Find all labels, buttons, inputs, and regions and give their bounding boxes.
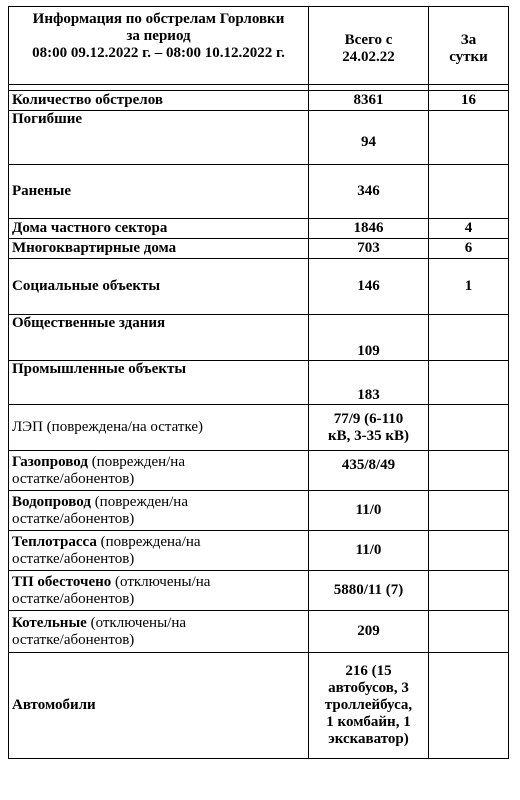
row-day	[429, 315, 509, 361]
table-row	[9, 491, 509, 531]
row-total: 209	[309, 611, 429, 653]
row-label-bold: Газопровод	[12, 453, 88, 470]
row-total-line1: 77/9 (6-110	[333, 410, 404, 427]
table-row	[9, 315, 509, 361]
row-total-line3: троллейбуса,	[324, 697, 413, 713]
table-row	[9, 239, 509, 259]
row-label-rest2: остатке/абонентов)	[12, 510, 135, 527]
row-label: Погибшие	[9, 111, 309, 165]
row-day	[429, 531, 509, 571]
table-row	[9, 653, 509, 759]
row-label-rest1: (отключены/на	[86, 614, 186, 631]
header-title-line2: за период	[126, 28, 191, 44]
row-label-rest1: (повреждена/на	[96, 533, 201, 550]
row-label-rest2: остатке/абонентов)	[12, 550, 135, 567]
row-day	[429, 611, 509, 653]
table-row	[9, 259, 509, 315]
row-label-bold: Теплотрасса	[12, 533, 97, 550]
row-total: 146	[309, 259, 429, 315]
table-row	[9, 611, 509, 653]
row-label	[9, 531, 309, 571]
row-total	[309, 653, 429, 759]
row-day	[429, 451, 509, 491]
row-total: 703	[309, 239, 429, 259]
table-row	[9, 219, 509, 239]
row-label: Общественные здания	[9, 315, 309, 361]
row-label	[9, 451, 309, 491]
table-row	[9, 165, 509, 219]
row-label-rest: (повреждена/на остатке)	[42, 419, 204, 435]
row-total-line2: кВ, 3-35 кВ)	[327, 427, 410, 444]
row-day	[429, 653, 509, 759]
header-title-line1: Информация по обстрелам Горловки	[32, 11, 285, 27]
table-row	[9, 361, 509, 405]
row-total: 346	[309, 165, 429, 219]
row-total: 11/0	[309, 531, 429, 571]
row-total: 109	[309, 315, 429, 361]
row-label: Промышленные объекты	[9, 361, 309, 405]
table-row	[9, 451, 509, 491]
table-row	[9, 571, 509, 611]
row-label-rest1: (поврежден/на	[90, 493, 188, 510]
row-total-line1: 216 (15	[345, 663, 392, 679]
row-label-bold: Водопровод	[12, 493, 91, 510]
table-header-row	[9, 7, 509, 85]
row-day	[429, 491, 509, 531]
row-label-rest2: остатке/абонентов)	[12, 470, 135, 487]
row-day: 16	[429, 91, 509, 111]
row-total: 1846	[309, 219, 429, 239]
table-row	[9, 531, 509, 571]
table-row	[9, 91, 509, 111]
row-total: 11/0	[309, 491, 429, 531]
row-label-bold: Котельные	[12, 614, 87, 631]
row-total-line5: экскаватор)	[328, 731, 409, 747]
header-total-cell	[309, 7, 429, 85]
header-title-line3: 08:00 09.12.2022 г. – 08:00 10.12.2022 г.	[32, 45, 285, 61]
row-label	[9, 405, 309, 451]
row-label: Многоквартирные дома	[9, 239, 309, 259]
header-day-cell	[429, 7, 509, 85]
row-label-rest1: (поврежден/на	[87, 453, 185, 470]
row-day	[429, 165, 509, 219]
row-day	[429, 571, 509, 611]
row-label	[9, 491, 309, 531]
row-total: 8361	[309, 91, 429, 111]
row-total: 183	[309, 361, 429, 405]
row-day	[429, 405, 509, 451]
row-label: Социальные объекты	[9, 259, 309, 315]
row-label	[9, 571, 309, 611]
row-day: 1	[429, 259, 509, 315]
row-total: 435/8/49	[309, 451, 429, 491]
row-day	[429, 361, 509, 405]
header-day-line1: За	[460, 31, 477, 48]
table-row	[9, 405, 509, 451]
row-day: 4	[429, 219, 509, 239]
header-day-line2: сутки	[449, 48, 488, 65]
row-label-rest2: остатке/абонентов)	[12, 590, 135, 607]
header-total-line1: Всего с	[344, 31, 393, 48]
table-row	[9, 111, 509, 165]
row-label: Количество обстрелов	[9, 91, 309, 111]
row-label-rest1: (отключены/на	[111, 573, 211, 590]
row-label-bold: ЛЭП	[12, 419, 43, 435]
row-day: 6	[429, 239, 509, 259]
row-total-line4: 1 комбайн, 1	[326, 714, 411, 730]
row-total: 5880/11 (7)	[309, 571, 429, 611]
row-label	[9, 611, 309, 653]
row-total-line2: автобусов, 3	[328, 680, 409, 696]
row-day	[429, 111, 509, 165]
header-title-cell	[9, 7, 309, 85]
row-total: 94	[309, 111, 429, 165]
row-label: Автомобили	[9, 653, 309, 759]
header-total-line2: 24.02.22	[342, 48, 395, 65]
row-label: Раненые	[9, 165, 309, 219]
row-label-bold: ТП обесточено	[12, 573, 112, 590]
row-label-rest2: остатке/абонентов)	[12, 631, 135, 648]
row-label: Дома частного сектора	[9, 219, 309, 239]
shelling-report-table	[8, 6, 509, 759]
row-total	[309, 405, 429, 451]
